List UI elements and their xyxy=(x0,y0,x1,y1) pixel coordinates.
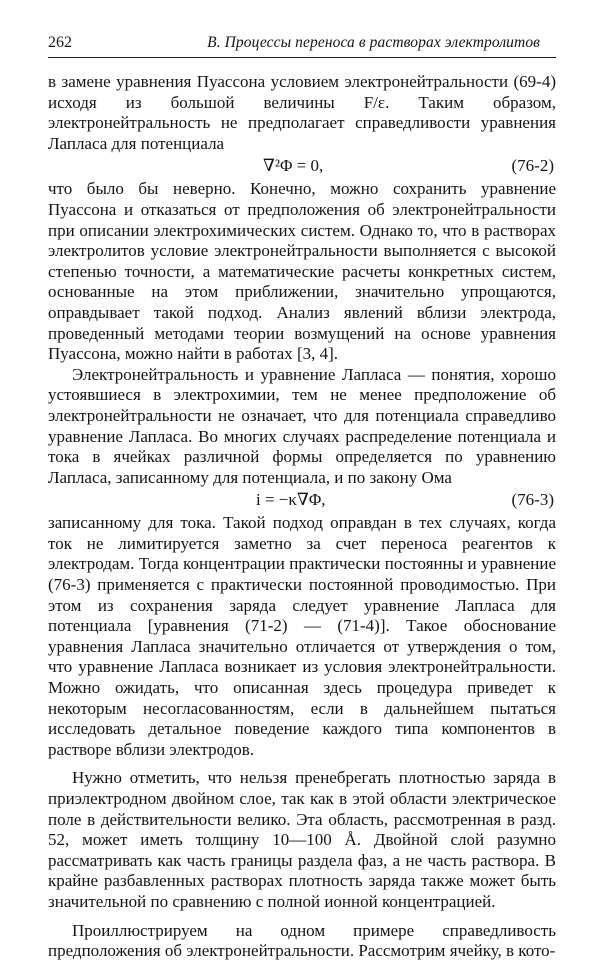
page-body xyxy=(48,72,556,962)
equation-76-3 xyxy=(48,489,556,511)
equation-76-2-formula: ∇²Φ = 0, xyxy=(263,156,324,176)
running-head xyxy=(48,34,556,58)
paragraph-5: Нужно отметить, что нельзя пренебрегать плотностью заряда в приэлектродном двойном слое, так как в этой области электрическое поле в действительности велико. Эта область, рассмотренная в разд. 52, может иметь толщину 10—100 Å. Двойной слой разумно рассматривать как часть границы раздела фаз, а не часть раствора. В крайне разбавленных растворах плотность заряда также может быть значительной по сравнению с полной ионной концентрацией. xyxy=(48,768,556,911)
paragraph-1: в замене уравнения Пуассона условием электронейтральности (69-4) исходя из большой величины F/ε. Таким образом, электронейтральность не предполагает справедливости уравнения Лапласа для потенциала xyxy=(48,72,556,153)
running-title: В. Процессы переноса в растворах электролитов xyxy=(207,34,540,51)
page-number: 262 xyxy=(48,34,72,51)
paragraph-6: Проиллюстрируем на одном примере справедливость предположения об электронейтральности. Рассмотрим ячейку, в кото- xyxy=(48,920,556,961)
equation-76-3-number: (76-3) xyxy=(511,490,554,510)
paragraph-2: что было бы неверно. Конечно, можно сохранить уравнение Пуассона и отказаться от предположения об электронейтральности при описании электрохимических систем. Однако то, что в растворах электролитов условие электронейтральности выполняется с высокой степенью точности, а математические расчеты конкретных систем, основанные на этом приближении, значительно упрощаются, оправдывает такой подход. Анализ явлений вблизи электрода, проведенный методами теории возмущений на основе уравнения Пуассона, можно найти в работах [3, 4]. xyxy=(48,179,556,364)
equation-76-2-number: (76-2) xyxy=(511,156,554,176)
equation-76-2 xyxy=(48,155,556,177)
paragraph-4: записанному для тока. Такой подход оправдан в тех случаях, когда ток не лимитируется заметно за счет переноса реагентов к электродам. Тогда концентрации практически постоянны и уравнение (76-3) применяется с практически постоянной проводимостью. При этом из сохранения заряда следует уравнение Лапласа для потенциала [уравнения (71-2) — (71-4)]. Такое обоснование уравнения Лапласа значительно отличается от утверждения о том, что уравнение Лапласа возникает из условия электронейтральности. Можно ожидать, что описанная здесь процедура приведет к некоторым несогласованностям, если в дальнейшем пытаться исследовать детальное поведение каждого типа компонентов в растворе вблизи электродов. xyxy=(48,513,556,759)
equation-76-3-formula: i = −κ∇Φ, xyxy=(256,490,326,510)
paragraph-3: Электронейтральность и уравнение Лапласа — понятия, хорошо устоявшиеся в электрохимии, тем не менее предположение об электронейтральности не означает, что для потенциала справедливо уравнение Лапласа. Во многих случаях распределение потенциала и тока в ячейках различной формы определяется по уравнению Лапласа, записанному для потенциала, и по закону Ома xyxy=(48,364,556,487)
